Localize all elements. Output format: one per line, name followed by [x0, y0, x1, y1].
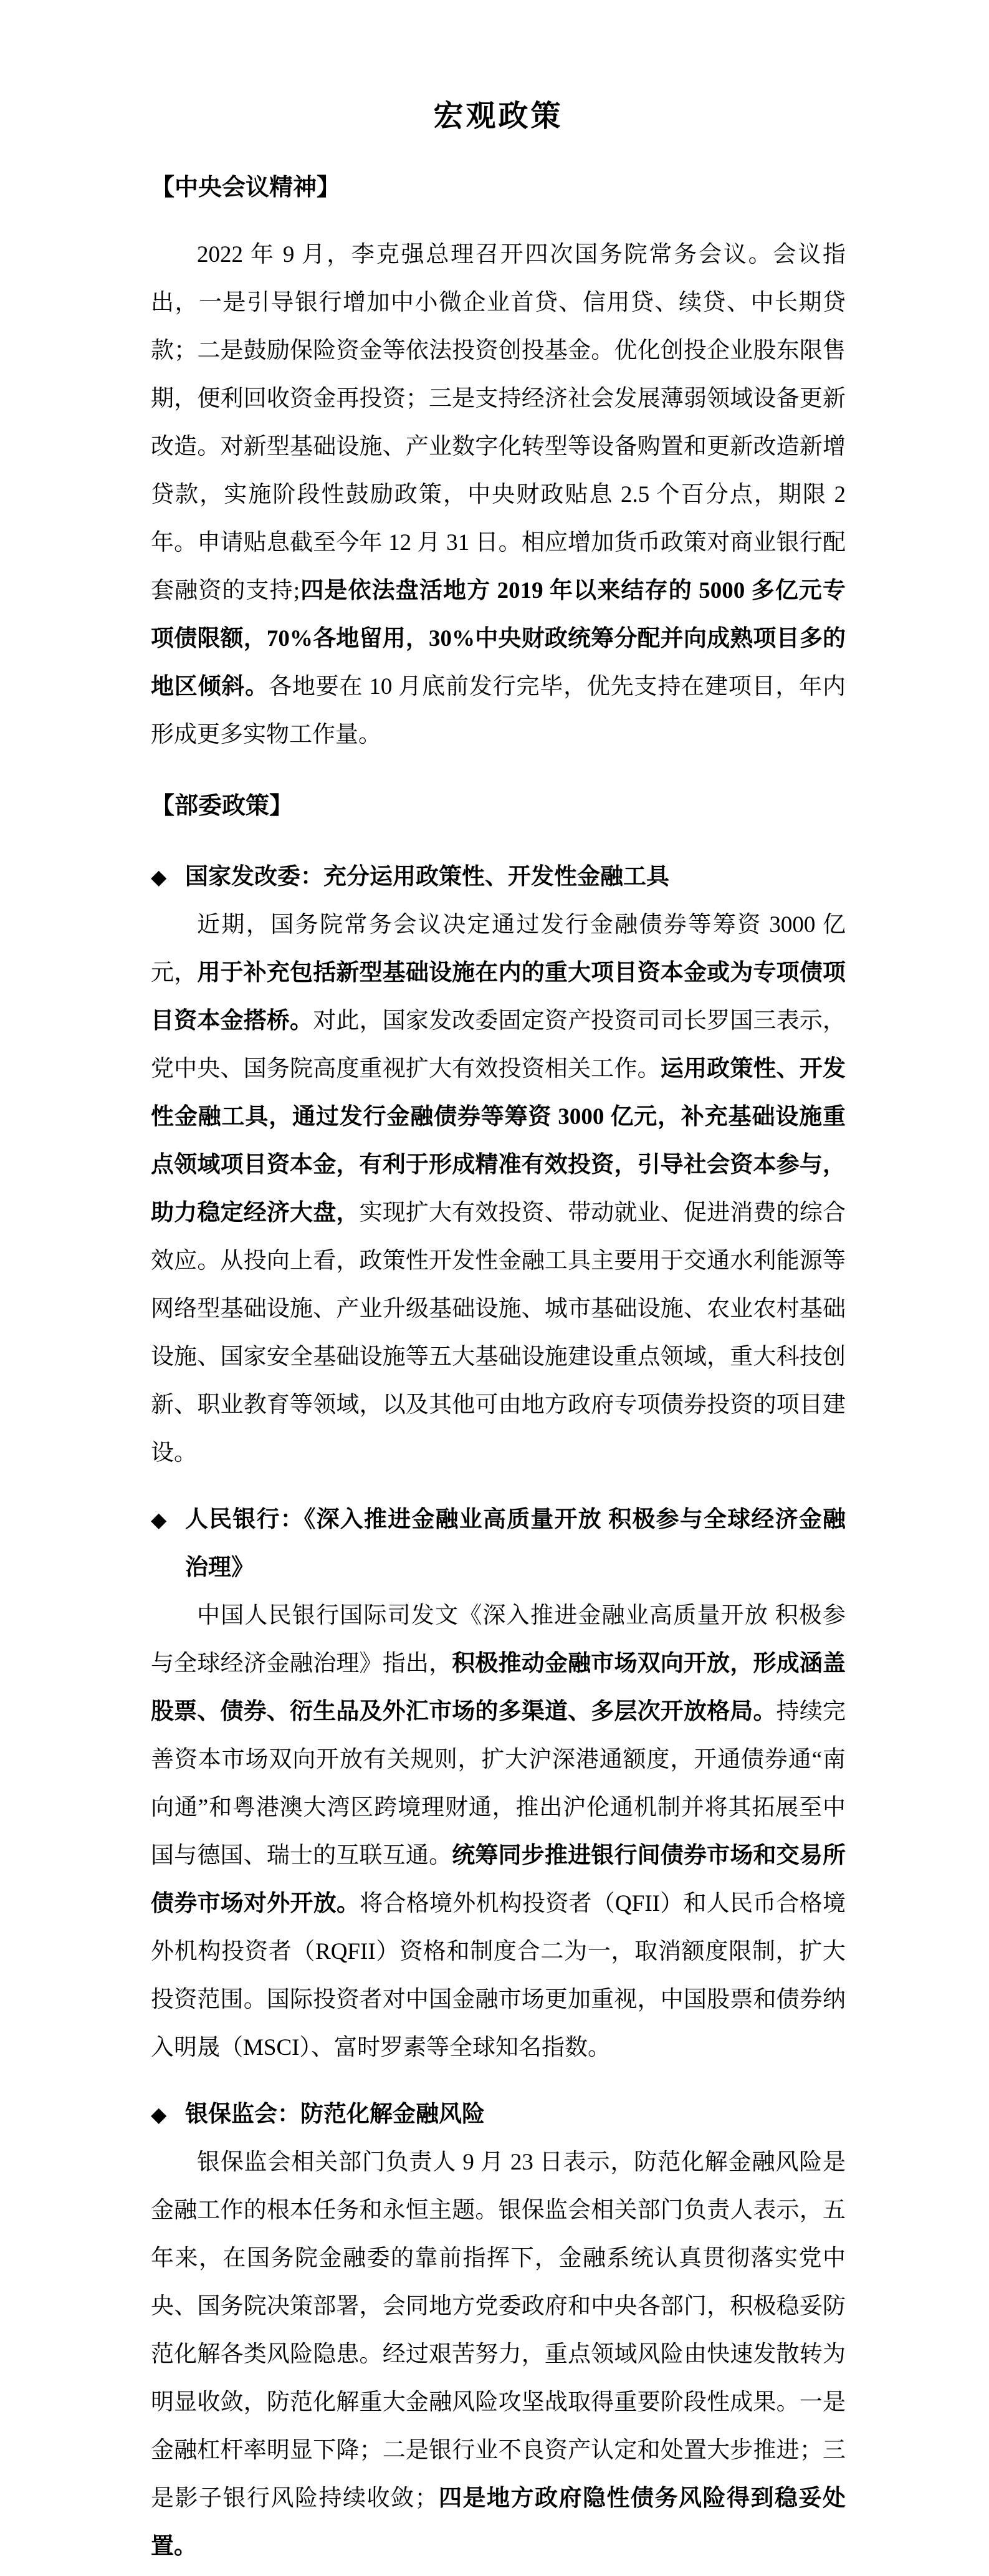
section-ministry-policy: [151, 782, 846, 2570]
paragraph-pboc: [151, 1592, 846, 2072]
paragraph-cbirc: [151, 2138, 846, 2570]
text-segment: 银保监会相关部门负责人 9 月 23 日表示，防范化解金融风险是金融工作的根本任务和永恒主题。银保监会相关部门负责人表示，五年来，在国务院金融委的靠前指挥下，金融系统认真贯彻落实党中央、国务院决策部署，会同地方党委政府和中央各部门，积极稳妥防范化解各类风险隐患。经过艰苦努力，重点领域风险由快速发散转为明显收敛，防范化解重大金融风险攻坚战取得重要阶段性成果。一是金融杠杆率明显下降；二是银行业不良资产认定和处置大步推进；三是影子银行风险持续收敛；: [151, 2150, 846, 2511]
policy-item-ndrc: [151, 853, 846, 1477]
text-segment: 对此，国家发改委固定资产投资司司长罗国三表示，党中央、国务院高度重视扩大有效投资相关工作。: [151, 1008, 846, 1082]
diamond-bullet-icon: ◆: [151, 2102, 167, 2127]
text-segment: 2022 年 9 月，李克强总理召开四次国务院常务会议。会议指出，一是引导银行增加中小微企业首贷、信用贷、续贷、中长期贷款；二是鼓励保险资金等依法投资创投基金。优化创投企业股东限售期，便利回收资金再投资；三是支持经济社会发展薄弱领域设备更新改造。对新型基础设施、产业数字化转型等设备购置和更新改造新增贷款，实施阶段性鼓励政策，中央财政贴息 2.5 个百分点，期限 2 年。申请贴息截至今年 12 月 31 日。相应增加货币政策对商业银行配套融资的支持;: [151, 242, 846, 603]
text-segment: 持续完善资本市场双向开放有关规则，扩大沪深港通额度，开通债券通“南向通”和粤港澳大湾区跨境理财通，推出沪伦通机制并将其拓展至中国与德国、瑞士的互联互通。: [151, 1699, 846, 1868]
text-segment: 实现扩大有效投资、带动就业、促进消费的综合效应。从投向上看，政策性开发性金融工具主要用于交通水利能源等网络型基础设施、产业升级基础设施、城市基础设施、农业农村基础设施、国家安全基础设施等五大基础设施建设重点领域，重大科技创新、职业教育等领域，以及其他可由地方政府专项债券投资的项目建设。: [151, 1200, 846, 1466]
bold-text-segment: 用于补充包括新型基础设施在内的重大项目资本金或为专项债项目资本金搭桥。: [151, 960, 846, 1034]
bold-text-segment: 四是依法盘活地方 2019 年以来结存的 5000 多亿元专项债限额，70%各地留用，30%中央财政统筹分配并向成熟项目多的地区倾斜。: [151, 578, 846, 699]
diamond-bullet-icon: ◆: [151, 865, 167, 889]
section-header-central-meeting: 【中央会议精神】: [151, 175, 341, 201]
bold-text-segment: 积极推动金融市场双向开放，形成涵盖股票、债券、衍生品及外汇市场的多渠道、多层次开放格局。: [151, 1651, 846, 1724]
text-segment: 中国人民银行国际司发文《深入推进金融业高质量开放 积极参与全球经济金融治理》指出，: [151, 1603, 846, 1676]
policy-item-heading-ndrc: [151, 853, 846, 901]
text-segment: 将合格境外机构投资者（QFII）和人民币合格境外机构投资者（RQFII）资格和制度合二为一，取消额度限制，扩大投资范围。国际投资者对中国金融市场更加重视，中国股票和债券纳入明晟（MSCI）、富时罗素等全球知名指数。: [151, 1891, 846, 2060]
policy-item-pboc: [151, 1496, 846, 2072]
policy-heading-text: 国家发改委：充分运用政策性、开发性金融工具: [185, 864, 669, 890]
document-content: [0, 92, 989, 2570]
bold-text-segment: 运用政策性、开发性金融工具，通过发行金融债券等筹资 3000 亿元，补充基础设施重点领域项目资本金，有利于形成精准有效投资，引导社会资本参与，助力稳定经济大盘，: [151, 1056, 846, 1226]
bold-text-segment: 四是地方政府隐性债务风险得到稳妥处置。: [151, 2486, 846, 2559]
document-title: 宏观政策: [433, 100, 563, 133]
policy-heading-text: 人民银行：《深入推进金融业高质量开放 积极参与全球经济金融治理》: [185, 1507, 846, 1580]
policy-item-cbirc: [151, 2090, 846, 2570]
policy-item-heading-pboc: [151, 1496, 846, 1592]
paragraph-ndrc: [151, 901, 846, 1477]
section-central-meeting: [151, 164, 846, 759]
diamond-bullet-icon: ◆: [151, 1507, 167, 1532]
paragraph-central-meeting: [151, 231, 846, 759]
policy-heading-text: 银保监会：防范化解金融风险: [185, 2102, 485, 2127]
bold-text-segment: 统筹同步推进银行间债券市场和交易所债券市场对外开放。: [151, 1843, 846, 1916]
policy-item-heading-cbirc: [151, 2090, 846, 2138]
section-header-ministry-policy: 【部委政策】: [151, 793, 294, 819]
text-segment: 近期，国务院常务会议决定通过发行金融债券等筹资 3000 亿元，: [151, 912, 846, 986]
text-segment: 各地要在 10 月底前发行完毕，优先支持在建项目，年内形成更多实物工作量。: [151, 674, 846, 747]
policy-item-list: [151, 853, 846, 2570]
